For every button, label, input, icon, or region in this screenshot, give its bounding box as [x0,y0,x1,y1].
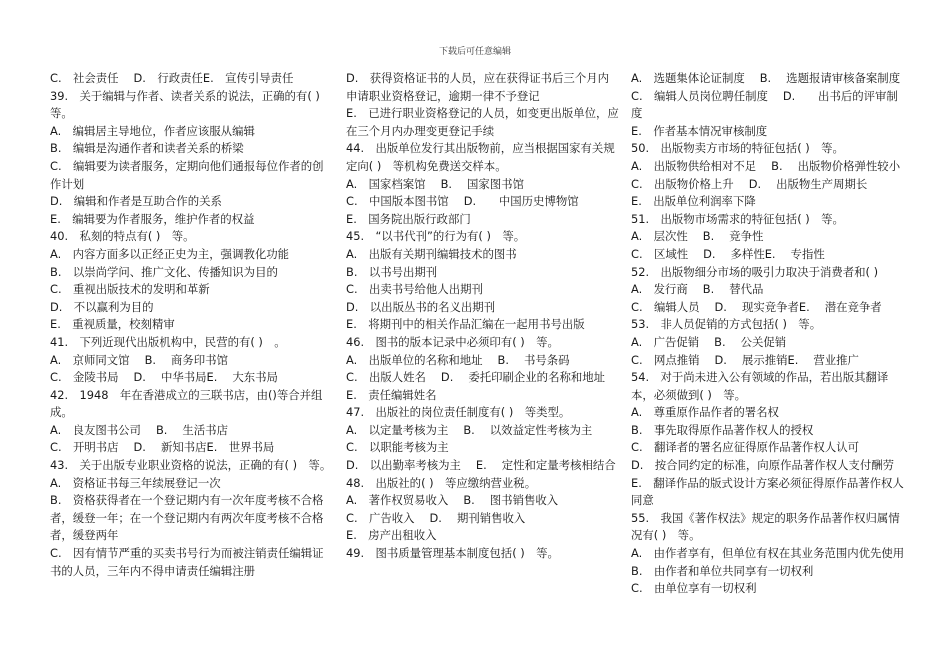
text-line: A. 良友图书公司 B. 生活书店 [50,422,228,437]
text-line: A. 选题集体论证制度 B. 选题报请审核备案制度 [631,71,901,85]
text-line: E. 编辑要为作者服务，维护作者的权益 [50,211,255,226]
text-line: E. 将期刊中的相关作品汇编在一起用书号出版 [346,317,585,332]
text-line: C. 金陵书局 D. 中华书局E. 大东书局 [50,370,278,385]
text-line: 45. “以书代刊”的行为有( ) 等。 [346,229,526,244]
text-line: C. 因有情节严重的买卖书号行为而被注销责任编辑证书的人员，三年内不得申请责任编辑注册 [50,546,324,578]
text-line: 48. 出版社的( ) 等应缴纳营业税。 [346,475,537,490]
text-line: E. 国务院出版行政部门 [346,211,471,226]
text-line: C. 出卖书号给他人出期刊 [346,282,483,297]
text-line: 42. 1948 年在香港成立的三联书店，由()等合并组成。 [50,387,323,420]
text-line: E. 房产出租收入 [346,528,437,543]
text-line: D. 按合同约定的标准，向原作品著作权人支付酬劳 [631,458,894,473]
text-line: A. 发行商 B. 替代品 [631,282,764,297]
text-line: D. 以出勤率考核为主 E. 定性和定量考核相结合 [346,458,616,473]
text-line: 40. 私刻的特点有( ) 等。 [50,229,195,244]
text-line: E. 出版单位利润率下降 [631,194,756,209]
page-header: 下载后可任意编辑 [438,47,511,57]
text-line: C. 中国版本图书馆 D. 中国历史博物馆 [346,194,579,209]
text-line: A. 资格证书每三年续展登记一次 [50,475,221,490]
text-line: A. 出版单位的名称和地址 B. 书号条码 [346,352,570,367]
text-line: E. 作者基本情况审核制度 [631,123,768,138]
text-line: C. 广告收入 D. 期刊销售收入 [346,510,526,525]
text-line: A. 国家档案馆 B. 国家图书馆 [346,176,524,191]
text-line: 53. 非人员促销的方式包括( ) 等。 [631,317,822,332]
text-line: A. 层次性 B. 竞争性 [631,229,764,244]
text-line: C. 开明书店 D. 新知书店E. 世界书局 [50,440,275,455]
text-line: B. 编辑是沟通作者和读者关系的桥梁 [50,141,244,156]
text-line: 55. 我国《著作权法》规定的职务作品著作权归属情况有( ) 等。 [631,510,900,543]
text-line: 47. 出版社的岗位责任制度有( ) 等类型。 [346,405,571,420]
text-line: 41. 下列近现代出版机构中，民营的有( ) 。 [50,334,286,349]
text-line: C. 区域性 D. 多样性E. 专指性 [631,246,825,261]
text-line: D. 获得资格证书的人员，应在获得证书后三个月内申请职业资格登记，逾期一律不予登记 [346,71,609,103]
column-left [50,70,334,580]
text-line: A. 尊重原作品作者的署名权 [631,405,779,420]
text-line: 49. 图书质量管理基本制度包括( ) 等。 [346,546,559,561]
text-line: C. 编辑人员 D. 现实竞争者E. 潜在竞争者 [631,299,882,314]
text-line: B. 以书号出期刊 [346,264,438,279]
text-line: A. 以定量考核为主 B. 以效益定性考核为主 [346,422,593,437]
text-line: E. 已进行职业资格登记的人员，如变更出版单位，应在三个月内办理变更登记手续 [346,106,619,138]
text-line: E. 重视质量，校刻精审 [50,317,175,332]
text-line: 44. 出版单位发行其出版物前，应当根据国家有关规定向( ) 等机构免费送交样本。 [346,141,615,173]
text-line: A. 京师同文馆 B. 商务印书馆 [50,352,228,367]
text-line: C. 网点推销 D. 展示推销E. 营业推广 [631,352,859,367]
text-line: D. 不以赢利为目的 [50,299,154,314]
text-line: C. 出版物价格上升 D. 出版物生产周期长 [631,176,868,191]
text-line: 43. 关于出版专业职业资格的说法，正确的有( ) 等。 [50,458,332,473]
text-line: B. 事先取得原作品著作权人的授权 [631,422,814,437]
text-line: B. 由作者和单位共同享有一切权利 [631,563,814,578]
text-line: A. 编辑居主导地位，作者应该服从编辑 [50,123,255,138]
text-line: E. 翻译作品的版式设计方案必须征得原作品著作权人同意 [631,475,904,508]
text-line: D. 以出版丛书的名义出期刊 [346,299,496,314]
text-line: D. 编辑和作者是互助合作的关系 [50,194,222,209]
text-line: C. 以职能考核为主 [346,440,449,455]
text-line: E. 责任编辑姓名 [346,387,437,402]
text-line: A. 内容方面多以正经正史为主，强调教化功能 [50,246,290,261]
text-line: 51. 出版物市场需求的特征包括( ) 等。 [631,211,844,226]
column-right [631,70,909,598]
text-line: 39. 关于编辑与作者、读者关系的说法，正确的有( ) 等。 [50,88,332,121]
column-middle [346,70,620,563]
text-line: B. 以崇尚学问、推广文化、传播知识为目的 [50,264,278,279]
text-line: A. 广告促销 B. 公关促销 [631,334,787,349]
text-line: C. 编辑人员岗位聘任制度 D. 出书后的评审制度 [631,88,898,121]
text-line: A. 出版物供给相对不足 B. 出版物价格弹性较小 [631,158,901,173]
text-line: A. 著作权贸易收入 B. 图书销售收入 [346,493,559,508]
text-line: A. 出版有关期刊编辑技术的图书 [346,246,517,261]
text-line: 52. 出版物细分市场的吸引力取决于消费者和( ) [631,264,879,279]
text-line: C. 由单位享有一切权利 [631,581,757,596]
text-line: C. 编辑要为读者服务，定期向他们通报每位作者的创作计划 [50,158,324,191]
text-line: C. 翻译者的署名应征得原作品著作权人认可 [631,440,859,455]
text-line: C. 社会责任 D. 行政责任E. 宣传引导责任 [50,71,294,85]
text-line: B. 资格获得者在一个登记期内有一次年度考核不合格者，缓登一年；在一个登记期内有两次年度考核不合格者，缓登两年 [50,493,324,543]
text-line: C. 重视出版技术的发明和革新 [50,282,210,297]
text-line: A. 由作者享有，但单位有权在其业务范围内优先使用 [631,546,905,561]
text-line: 50. 出版物卖方市场的特征包括( ) 等。 [631,141,844,156]
text-line: 46. 图书的版本记录中必须印有( ) 等。 [346,334,559,349]
text-line: C. 出版人姓名 D. 委托印刷企业的名称和地址 [346,370,606,385]
text-line: 54. 对于尚未进入公有领域的作品，若出版其翻译本，必须做到( ) 等。 [631,370,889,402]
